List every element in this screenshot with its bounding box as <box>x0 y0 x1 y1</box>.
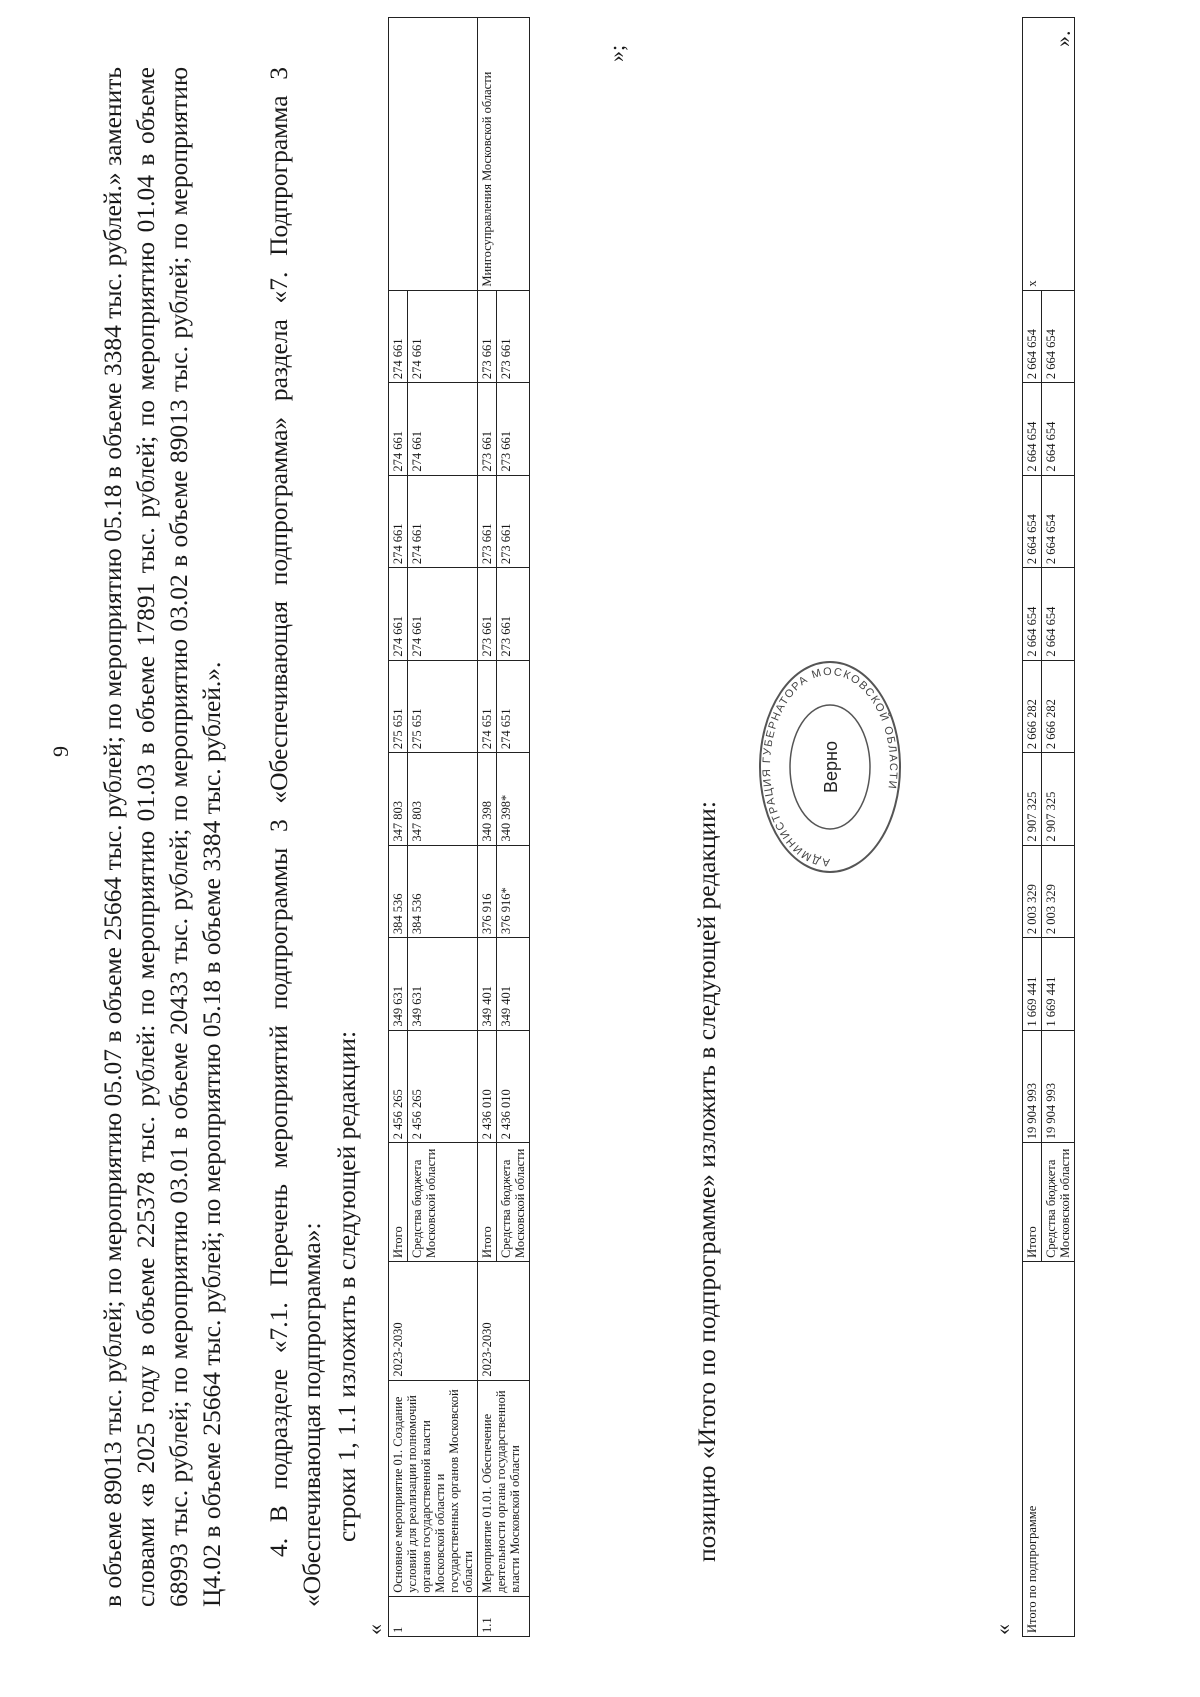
close-quote-2: ». <box>1050 30 1075 47</box>
close-quote-1: »; <box>604 44 629 62</box>
value: 2 003 329 <box>1025 884 1039 935</box>
value: 273 661 <box>480 338 494 380</box>
table-row <box>478 18 530 1637</box>
value: 274 661 <box>407 291 426 383</box>
value: 340 398* <box>496 753 515 845</box>
paragraph-item-4: 4. В подразделе «7.1. Перечень мероприятий подпрограммы 3 «Обеспечивающая подпрограмма» раздела «7. Подпрограмма 3 «Обеспечивающая подпрограмма»: <box>264 67 326 1607</box>
open-quote-1: « <box>362 1624 387 1635</box>
value: 274 661 <box>407 476 426 568</box>
source-total: Итого <box>391 1226 405 1258</box>
measures-table <box>388 17 530 1637</box>
value: 273 661 <box>480 523 494 565</box>
value: 347 803 <box>407 753 426 845</box>
value: 1 669 441 <box>1041 938 1060 1030</box>
value: 274 661 <box>391 431 405 472</box>
value: 275 651 <box>391 708 405 750</box>
measure-name: Основное мероприятие 01. Создание условий для реализации полномочий органов государственной власти Московской области и государственных органов Московской области <box>389 1380 478 1596</box>
value: 2 664 654 <box>1041 568 1060 660</box>
value: 2 003 329 <box>1041 846 1060 938</box>
measure-name: Мероприятие 01.01. Обеспечение деятельности органа государственной власти Московской области <box>478 1380 530 1596</box>
value: 2 664 654 <box>1041 383 1060 475</box>
source-budget: Средства бюджета Московской области <box>496 1143 529 1261</box>
value: 273 661 <box>496 383 515 475</box>
responsible: Мингосуправления Московской области <box>478 18 530 291</box>
value: 273 661 <box>496 476 515 568</box>
value: 2 436 010 <box>480 1089 494 1140</box>
value: 384 536 <box>391 893 405 935</box>
official-stamp <box>755 657 905 877</box>
table-row <box>389 18 478 1637</box>
row-number: 1 <box>389 1596 478 1636</box>
value: 340 398 <box>480 801 494 842</box>
value: 376 916* <box>496 846 515 938</box>
stamp-center-text: Верно <box>821 741 841 793</box>
value: 2 664 654 <box>1025 329 1039 380</box>
value: 274 661 <box>391 523 405 565</box>
table-row <box>1023 18 1075 1637</box>
value: 19 904 993 <box>1025 1083 1039 1140</box>
value: 274 651 <box>480 708 494 750</box>
value: 2 456 265 <box>391 1089 405 1140</box>
value: 347 803 <box>391 801 405 842</box>
value: 273 661 <box>496 291 515 383</box>
value: 349 401 <box>480 986 494 1027</box>
open-quote-2: « <box>990 1624 1015 1635</box>
page-number: 9 <box>48 746 73 757</box>
value: 2 664 654 <box>1025 514 1039 565</box>
value: 274 661 <box>407 383 426 475</box>
paragraph-amounts: в объеме 89013 тыс. рублей; по мероприятию 05.07 в объеме 25664 тыс. рублей; по мероприятию 05.18 в объеме 3384 тыс. рублей.» заменить словами «в 2025 году в объеме 225378 тыс. рублей: по мероприятию 01.03 в объеме 17891 тыс. рублей; по мероприятию 01.04 в объеме 68993 тыс. рублей; по мероприятию 03.01 в объеме 20433 тыс. рублей; по мероприятию 03.02 в объеме 89013 тыс. рублей; по мероприятию Ц4.02 в объеме 25664 тыс. рублей; по мероприятию 05.18 в объеме 3384 тыс. рублей.». <box>98 67 226 1607</box>
total-table <box>1022 17 1075 1637</box>
value: 2 664 654 <box>1041 476 1060 568</box>
value: 274 661 <box>407 568 426 660</box>
value: 1 669 441 <box>1025 976 1039 1027</box>
value: 273 661 <box>480 616 494 657</box>
period: 2023-2030 <box>389 1261 478 1380</box>
value: 273 661 <box>480 431 494 472</box>
row-number: 1.1 <box>478 1596 530 1636</box>
value: 349 631 <box>407 938 426 1030</box>
value: 2 456 265 <box>407 1031 426 1143</box>
value: 2 664 654 <box>1025 606 1039 657</box>
source-total: Итого <box>1025 1226 1039 1258</box>
responsible <box>389 18 478 291</box>
total-label: Итого по подпрограмме <box>1023 1261 1075 1636</box>
source-budget: Средства бюджета Московской области <box>407 1143 440 1261</box>
paragraph-total-instruction: позицию «Итого по подпрограмме» изложить в следующей редакции: <box>692 801 721 1562</box>
value: 2 436 010 <box>496 1031 515 1143</box>
value: 274 651 <box>496 661 515 753</box>
value: 376 916 <box>480 893 494 935</box>
value: 2 666 282 <box>1041 661 1060 753</box>
stamp-outer-text: АДМИНИСТРАЦИЯ ГУБЕРНАТОРА МОСКОВСКОЙ ОБЛАСТИ <box>760 665 900 869</box>
value: 275 651 <box>407 661 426 753</box>
value: 349 631 <box>391 986 405 1027</box>
value: 274 661 <box>391 616 405 657</box>
value: 19 904 993 <box>1041 1031 1060 1143</box>
last-cell: x <box>1023 18 1075 291</box>
source-budget: Средства бюджета Московской области <box>1041 1143 1074 1261</box>
value: 2 666 282 <box>1025 699 1039 750</box>
period: 2023-2030 <box>478 1261 530 1380</box>
source-total: Итого <box>480 1226 494 1258</box>
value: 2 664 654 <box>1025 421 1039 472</box>
value: 273 661 <box>496 568 515 660</box>
value: 2 907 325 <box>1025 791 1039 842</box>
value: 2 664 654 <box>1041 291 1060 383</box>
value: 384 536 <box>407 846 426 938</box>
value: 349 401 <box>496 938 515 1030</box>
value: 274 661 <box>391 338 405 380</box>
paragraph-rows-instruction: строки 1, 1.1 изложить в следующей редакции: <box>332 1030 361 1542</box>
value: 2 907 325 <box>1041 753 1060 845</box>
